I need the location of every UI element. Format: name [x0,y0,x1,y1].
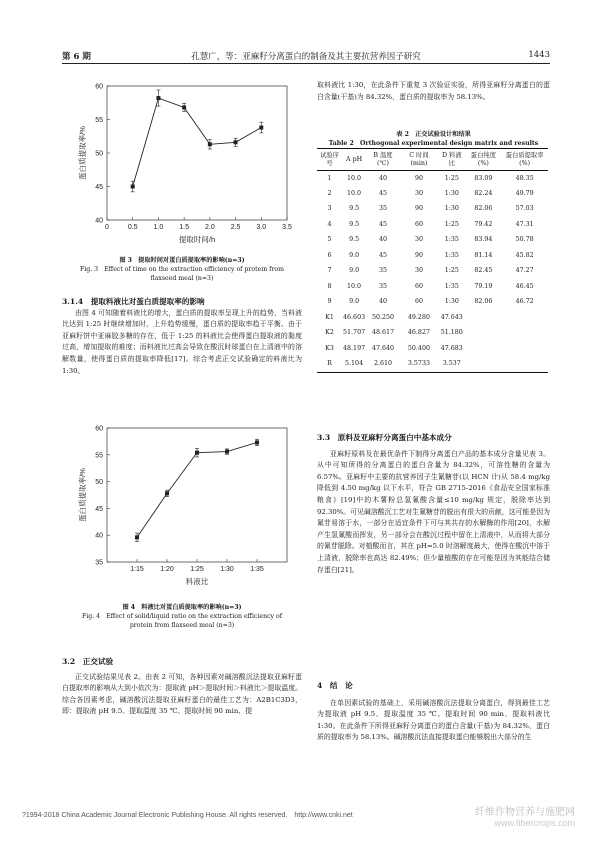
table-header-cell: A pH [342,149,366,171]
table-cell: 6 [327,251,332,259]
section-3-1-4-title: 3.1.4 提取料液比对蛋白质提取率的影响 [62,297,205,306]
x-tick-label: 0.5 [127,224,138,231]
table-cell: 46.45 [515,282,534,290]
table-cell: 35 [378,282,387,290]
table-cell: 3.5733 [400,357,438,373]
right-top-text [317,80,550,103]
figure-4-caption [62,603,302,630]
table-cell: R [317,357,342,373]
table-cell: 82.06 [474,298,493,306]
figure-4-caption-en-2: protein from flaxseed meal (n=3) [129,622,235,629]
table-cell: 1:25 [444,220,459,228]
copyright-footer: ?1994-2018 China Academic Journal Electronic Publishing House. All rights reserved. http://www.cnki.net [22,812,353,819]
table-cell: 3 [327,205,332,213]
y-tick-label: 40 [95,217,103,225]
x-tick-label: 1:30 [220,566,234,573]
table-cell: 5.104 [342,357,366,373]
table-2-title-cn: 表 2 正交试验设计和结果 [396,131,471,138]
table-cell: 48.617 [371,329,394,337]
table-cell: 1:35 [444,282,459,290]
y-tick-label: 35 [95,559,103,567]
y-tick-label: 60 [95,83,103,91]
table-cell: 60 [414,220,423,228]
table-cell: 8 [327,282,332,290]
x-tick-label: 2.5 [230,224,241,231]
table-cell: 50.250 [371,313,394,321]
table-cell: 40 [378,174,387,182]
table-cell: 30 [414,236,423,244]
data-point [225,450,229,454]
table-cell: 4 [327,220,332,228]
x-axis-label: 料液比 [185,577,209,586]
table-cell [501,357,548,373]
table-cell: 48.35 [515,174,534,182]
table-cell: 82.24 [474,189,493,197]
table-row [317,326,548,342]
table-row [317,248,548,264]
table-header-cell: 试验序号 [317,149,342,171]
y-tick-label: 55 [95,117,103,124]
table-cell: 90 [414,205,423,213]
table-cell: 2.610 [366,357,400,373]
table-cell: 45 [378,220,387,228]
table-cell: 2 [327,189,332,197]
x-tick-label: 1.0 [153,224,164,231]
table-row [317,202,548,218]
section-3-1-4 [62,296,302,377]
table-cell: 5 [327,236,332,244]
table-cell: 9 [327,298,332,306]
table-cell: 35 [378,205,387,213]
table-cell: 10.0 [347,174,362,182]
validation-text: 取料液比 1:30，在此条件下重复 3 次验证实验，所得亚麻籽分离蛋白的蛋白含量(干基)为 84.32%，蛋白质的提取率为 58.13%。 [317,81,550,101]
table-cell: K1 [325,313,334,321]
section-3-2-text: 正交试验结果见表 2。由表 2 可知，各种因素对碱溶酸沉法提取亚麻籽蛋白提取率的影响从大到小依次为：提取液 pH＞提取时间＞料液比＞提取温度。综合各因素考虑，碱溶酸沉法提取亚麻籽蛋白的最佳工艺为：A2B1C3D3，即：提取液 pH 9.5、提取温度 35 ℃、提取时间 90 min、提 [62,672,302,716]
table-cell: 9.5 [349,220,360,228]
y-tick-label: 55 [95,452,103,460]
table-cell: 50.400 [407,344,430,352]
table-cell: 47.27 [515,267,534,275]
table-cell: 9.0 [349,267,360,275]
table-header-cell: B 温度 (℃) [366,149,400,171]
table-cell: 90 [414,174,423,182]
table-cell: 51.707 [343,329,366,337]
table-cell: 79.19 [474,282,493,290]
x-tick-label: 1:25 [190,566,204,573]
table-cell: 46.827 [407,329,430,337]
table-cell: 79.42 [474,220,493,228]
section-3-2-title: 3.2 正交试验 [62,657,114,666]
section-3-1-4-text: 由图 4 可知随着料液比的增大，蛋白质的提取率呈现上升的趋势，当料液比达到 1:25 时继续增加时，上升趋势缓慢，蛋白质的提取率趋于平衡。由于亚麻籽饼中亚麻胶多糖的存在，低于 1:25 的料液比会使得蛋白提取液的黏度过高，增加提取的难度；而料液比过高会导致在酸沉时球蛋白在上清液中的溶解数量，使得蛋白质的提取率降低[17]。综合考虑正交试验确定的料液比为 1:30。 [62,308,302,375]
table-cell: 10.0 [347,189,362,197]
table-row [317,279,548,295]
data-point [208,142,212,146]
x-tick-label: 1:20 [160,566,174,573]
table-cell: 45.82 [515,251,534,259]
figure-3-caption [62,256,302,283]
table-cell: 46.603 [343,313,366,321]
data-point [131,185,135,189]
table-cell: 3.537 [438,357,465,373]
table-cell: 35 [378,267,387,275]
figure-4-chart [62,420,302,598]
x-tick-label: 1.5 [179,224,190,231]
table-cell: 82.06 [474,205,493,213]
table-cell: 9.5 [349,236,360,244]
table-cell: 1:35 [444,251,459,259]
table-cell: K2 [325,329,334,337]
data-point [195,451,199,455]
table-cell: 1:30 [444,298,459,306]
running-header [62,50,550,64]
table-cell: 47.683 [440,344,463,352]
table-cell [466,310,502,326]
table-cell: 10.0 [347,282,362,290]
table-cell: 9.5 [349,205,360,213]
table-2-block [317,130,550,373]
y-tick-label: 45 [95,505,103,513]
data-point [182,105,186,109]
table-cell: 45 [378,251,387,259]
table-cell: 30 [414,267,423,275]
table-cell: 1:30 [444,189,459,197]
y-tick-label: 50 [95,150,103,158]
table-row [317,357,548,373]
table-cell: 40 [378,236,387,244]
table-cell: 49.280 [407,313,430,321]
table-cell: 83.09 [474,174,493,182]
table-header-cell: 蛋白纯度(%) [466,149,502,171]
table-cell: 40 [378,298,387,306]
data-point [234,140,238,144]
data-point [259,126,263,130]
table-row [317,233,548,249]
data-point [255,440,259,444]
table-2-title-en: Table 2 Orthogonal experimental design matrix and results [328,140,539,147]
table-cell: 83.94 [474,236,493,244]
table-row [317,186,548,202]
x-tick-label: 0 [105,224,109,231]
table-cell: 9.0 [349,298,360,306]
table-cell [466,357,502,373]
x-tick-label: 1:35 [250,566,264,573]
table-cell: 48.197 [343,344,366,352]
x-tick-label: 3.0 [256,224,267,231]
table-cell: 57.03 [515,205,534,213]
figure-3-chart [62,78,302,253]
table-cell: K3 [325,344,334,352]
table-header-cell: D 料液比 [438,149,465,171]
y-tick-label: 45 [95,184,103,191]
table-cell: 82.45 [474,267,493,275]
figure-3-caption-en-2: flaxseed meal (n=3) [150,275,214,282]
table-cell: 7 [327,267,332,275]
table-cell [501,326,548,342]
y-axis-label: 蛋白质提取率/% [78,126,87,180]
table-cell: 51.180 [440,329,463,337]
table-cell: 1:35 [444,236,459,244]
table-cell: 1:25 [444,174,459,182]
table-row [317,171,548,187]
table-cell: 49.79 [515,189,534,197]
data-point [135,535,139,539]
table-cell [466,341,502,357]
table-cell: 47.643 [440,313,463,321]
table-cell: 30 [414,189,423,197]
table-cell: 1 [327,174,332,182]
x-tick-label: 1:15 [130,566,144,573]
table-cell [466,326,502,342]
table-cell: 47.640 [371,344,394,352]
table-cell: 46.72 [515,298,534,306]
table-row [317,295,548,311]
table-cell: 45 [378,189,387,197]
y-tick-label: 50 [95,479,103,487]
table-row [317,217,548,233]
x-tick-label: 3.5 [282,224,292,231]
table-cell: 90 [414,251,423,259]
table-cell [501,341,548,357]
issue-number: 第 6 期 [62,52,91,62]
table-2 [317,148,548,373]
figure-3-caption-en-1: Fig. 3 Effect of time on the extraction efficiency of protein from [80,266,284,273]
plot-frame [107,86,287,220]
table-row [317,341,548,357]
table-cell: 60 [414,298,423,306]
table-cell: 47.31 [515,220,534,228]
section-4-text: 在单因素试验的基础上，采用碱溶酸沉法提取分离蛋白，得到最佳工艺为提取液 pH 9.5、提取温度 35 ℃、提取时间 90 min、提取料液比 1:30。在此条件下所得亚麻籽分离蛋白的蛋白含量(干基)为 84.32%，蛋白质的提取率为 58.13%。碱溶酸沉法直接提取蛋白能够脱出大部分的生 [317,698,550,742]
section-4-title: 4 结 论 [317,681,353,690]
section-4 [317,680,550,744]
y-axis-label: 蛋白质提取率/% [78,468,87,522]
data-point [156,96,160,100]
table-cell: 81.14 [474,251,493,259]
section-3-2 [62,656,302,718]
x-tick-label: 2.0 [204,224,215,231]
table-body [317,171,548,373]
table-cell [501,310,548,326]
table-cell: 50.78 [515,236,534,244]
table-row [317,264,548,280]
figure-4-caption-en-1: Fig. 4 Effect of solid/liquid ratio on the extraction efficiency of [81,613,283,620]
series-line [133,98,262,186]
figure-3-caption-cn: 图 3 提取时间对蛋白质提取率的影响(n=3) [119,257,245,264]
watermark-cn: 纤维作物营养与施肥网 [475,807,575,818]
section-3-3-title: 3.3 原料及亚麻籽分离蛋白中基本成分 [317,433,452,442]
data-point [165,491,169,495]
table-header-row [317,149,548,171]
watermark-url: www.fibercrops.com [494,818,575,828]
table-row [317,310,548,326]
figure-4-caption-cn: 图 4 料液比对蛋白质提取率的影响(n=3) [122,604,242,611]
x-axis-label: 提取时间/h [178,235,216,244]
page-number: 1443 [528,50,550,60]
table-header-cell: C 时间 (min) [400,149,438,171]
table-cell: 1:25 [444,267,459,275]
y-tick-label: 60 [95,425,103,433]
running-title: 孔慧广，等：亚麻籽分离蛋白的制备及其主要抗营养因子研究 [191,52,421,62]
section-3-3 [317,432,550,576]
table-cell: 1:30 [444,205,459,213]
table-cell: 60 [414,282,423,290]
section-3-3-text: 亚麻籽原料及在最优条件下制得分离蛋白产品的基本成分含量见表 3。从中可知所得的分离蛋白的蛋白含量为 84.32%，可溶性糖的含量为 6.57%。亚麻籽中主要的抗营养因子生氰糖苷(以 HCN 计)从 58.4 mg/kg 降低到 4.50 mg/kg 以下水平，符合 GB 2715-2016《食品安全国家标准 粮食》[19]中的木薯粉总氢氰酸含量≤10 mg/kg 规定，脱除率达到 92.30%。可见碱溶酸沉工艺对生氰糖苷的脱出有很大的贡献，这可能是因为氰苷易溶于水，一部分在适宜条件下可与其共存的水解酶的作用[20]，水解产生氢氰酸而挥发，另一部分会在酸沉过程中留在上清液中，从而将大部分的氰苷脱除。对植酸而言，其在 pH=5.0 时溶解度最大，使得在酸沉中溶于上清液，脱除率也高达 82.49%；但少量植酸的存在可能是因为其能结合储存蛋白[21]。 [317,449,550,574]
table-header-cell: 蛋白质提取率(%) [501,149,548,171]
y-tick-label: 40 [95,532,103,540]
table-cell: 9.0 [349,251,360,259]
